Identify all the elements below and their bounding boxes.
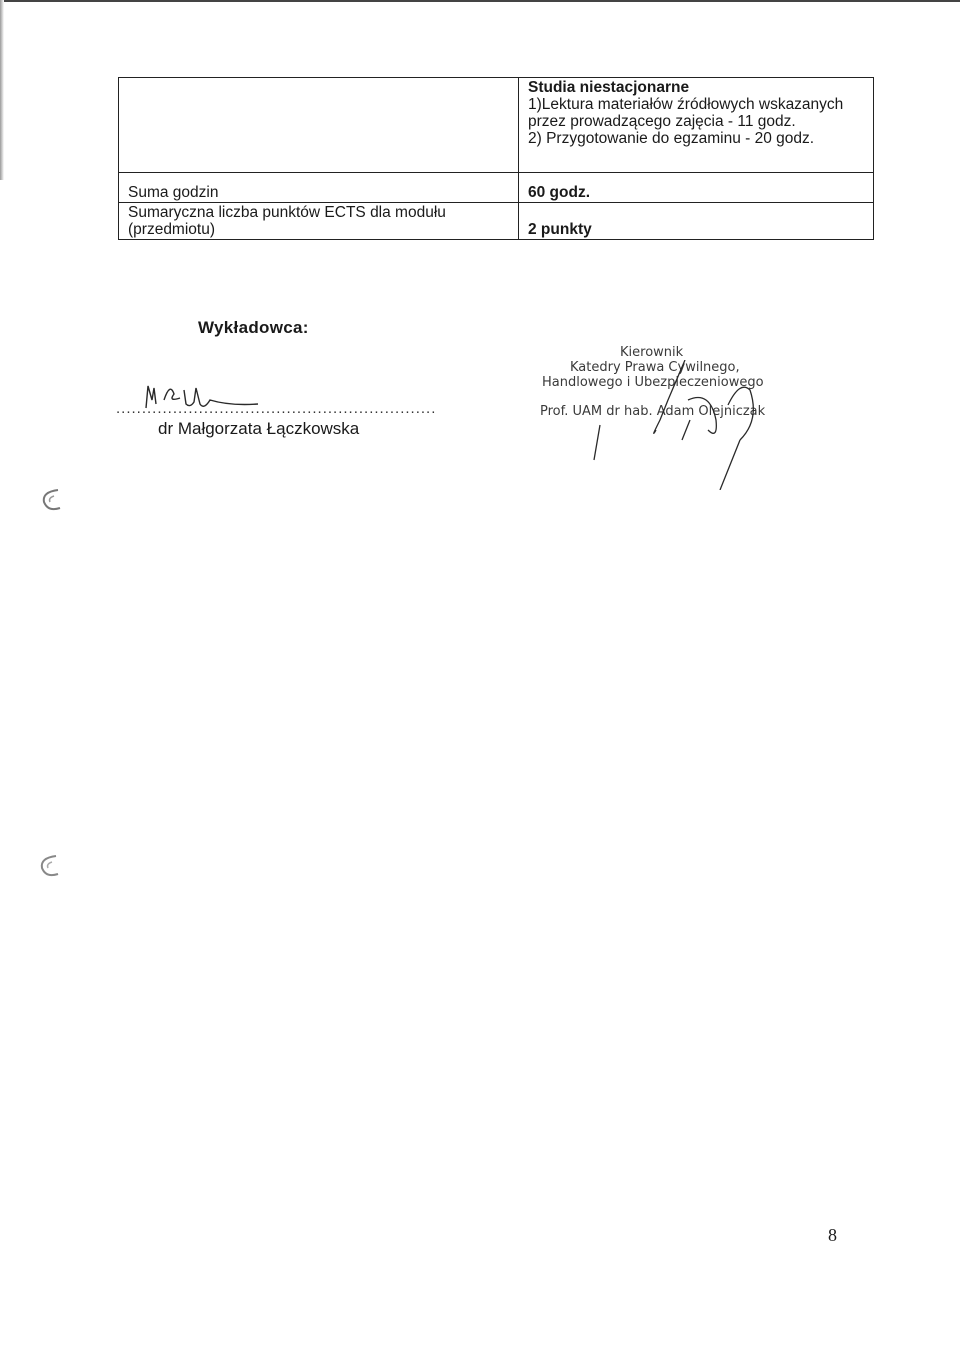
hole-punch-mark-icon bbox=[36, 852, 62, 880]
table-cell-study-mode bbox=[519, 78, 874, 173]
lecturer-name: dr Małgorzata Łączkowska bbox=[158, 419, 360, 438]
study-item-2: 2) Przygotowanie do egzaminu - 20 godz. bbox=[528, 130, 815, 147]
lecturer-heading: Wykładowca: bbox=[198, 318, 309, 337]
signature-dotted-line: .............................................................. bbox=[116, 400, 437, 417]
stamp-line: Handlowego i Ubezpieczeniowego bbox=[542, 375, 764, 390]
table-row bbox=[119, 173, 874, 203]
stamp-line: Katedry Prawa Cywilnego, bbox=[570, 360, 740, 375]
total-hours-value: 60 godz. bbox=[519, 173, 874, 203]
page-left-shadow bbox=[0, 0, 4, 180]
study-mode-title: Studia niestacjonarne bbox=[528, 79, 690, 96]
page-number: 8 bbox=[828, 1225, 837, 1245]
table-cell-empty bbox=[119, 78, 519, 173]
ects-value: 2 punkty bbox=[519, 203, 874, 240]
ects-label: Sumaryczna liczba punktów ECTS dla modułu (przedmiotu) bbox=[119, 203, 519, 240]
table-row bbox=[119, 203, 874, 240]
total-hours-label: Suma godzin bbox=[119, 173, 519, 203]
page-top-edge bbox=[0, 0, 960, 6]
table-row bbox=[119, 78, 874, 173]
study-item-1: 1)Lektura materiałów źródłowych wskazanych przez prowadzącego zajęcia - 11 godz. bbox=[528, 96, 844, 130]
summary-table bbox=[118, 77, 874, 240]
stamp-line: Prof. UAM dr hab. Adam Olejniczak bbox=[540, 404, 766, 419]
hole-punch-mark-icon bbox=[38, 486, 64, 514]
stamp-line: Kierownik bbox=[620, 345, 684, 360]
department-head-signature-image bbox=[590, 360, 800, 490]
